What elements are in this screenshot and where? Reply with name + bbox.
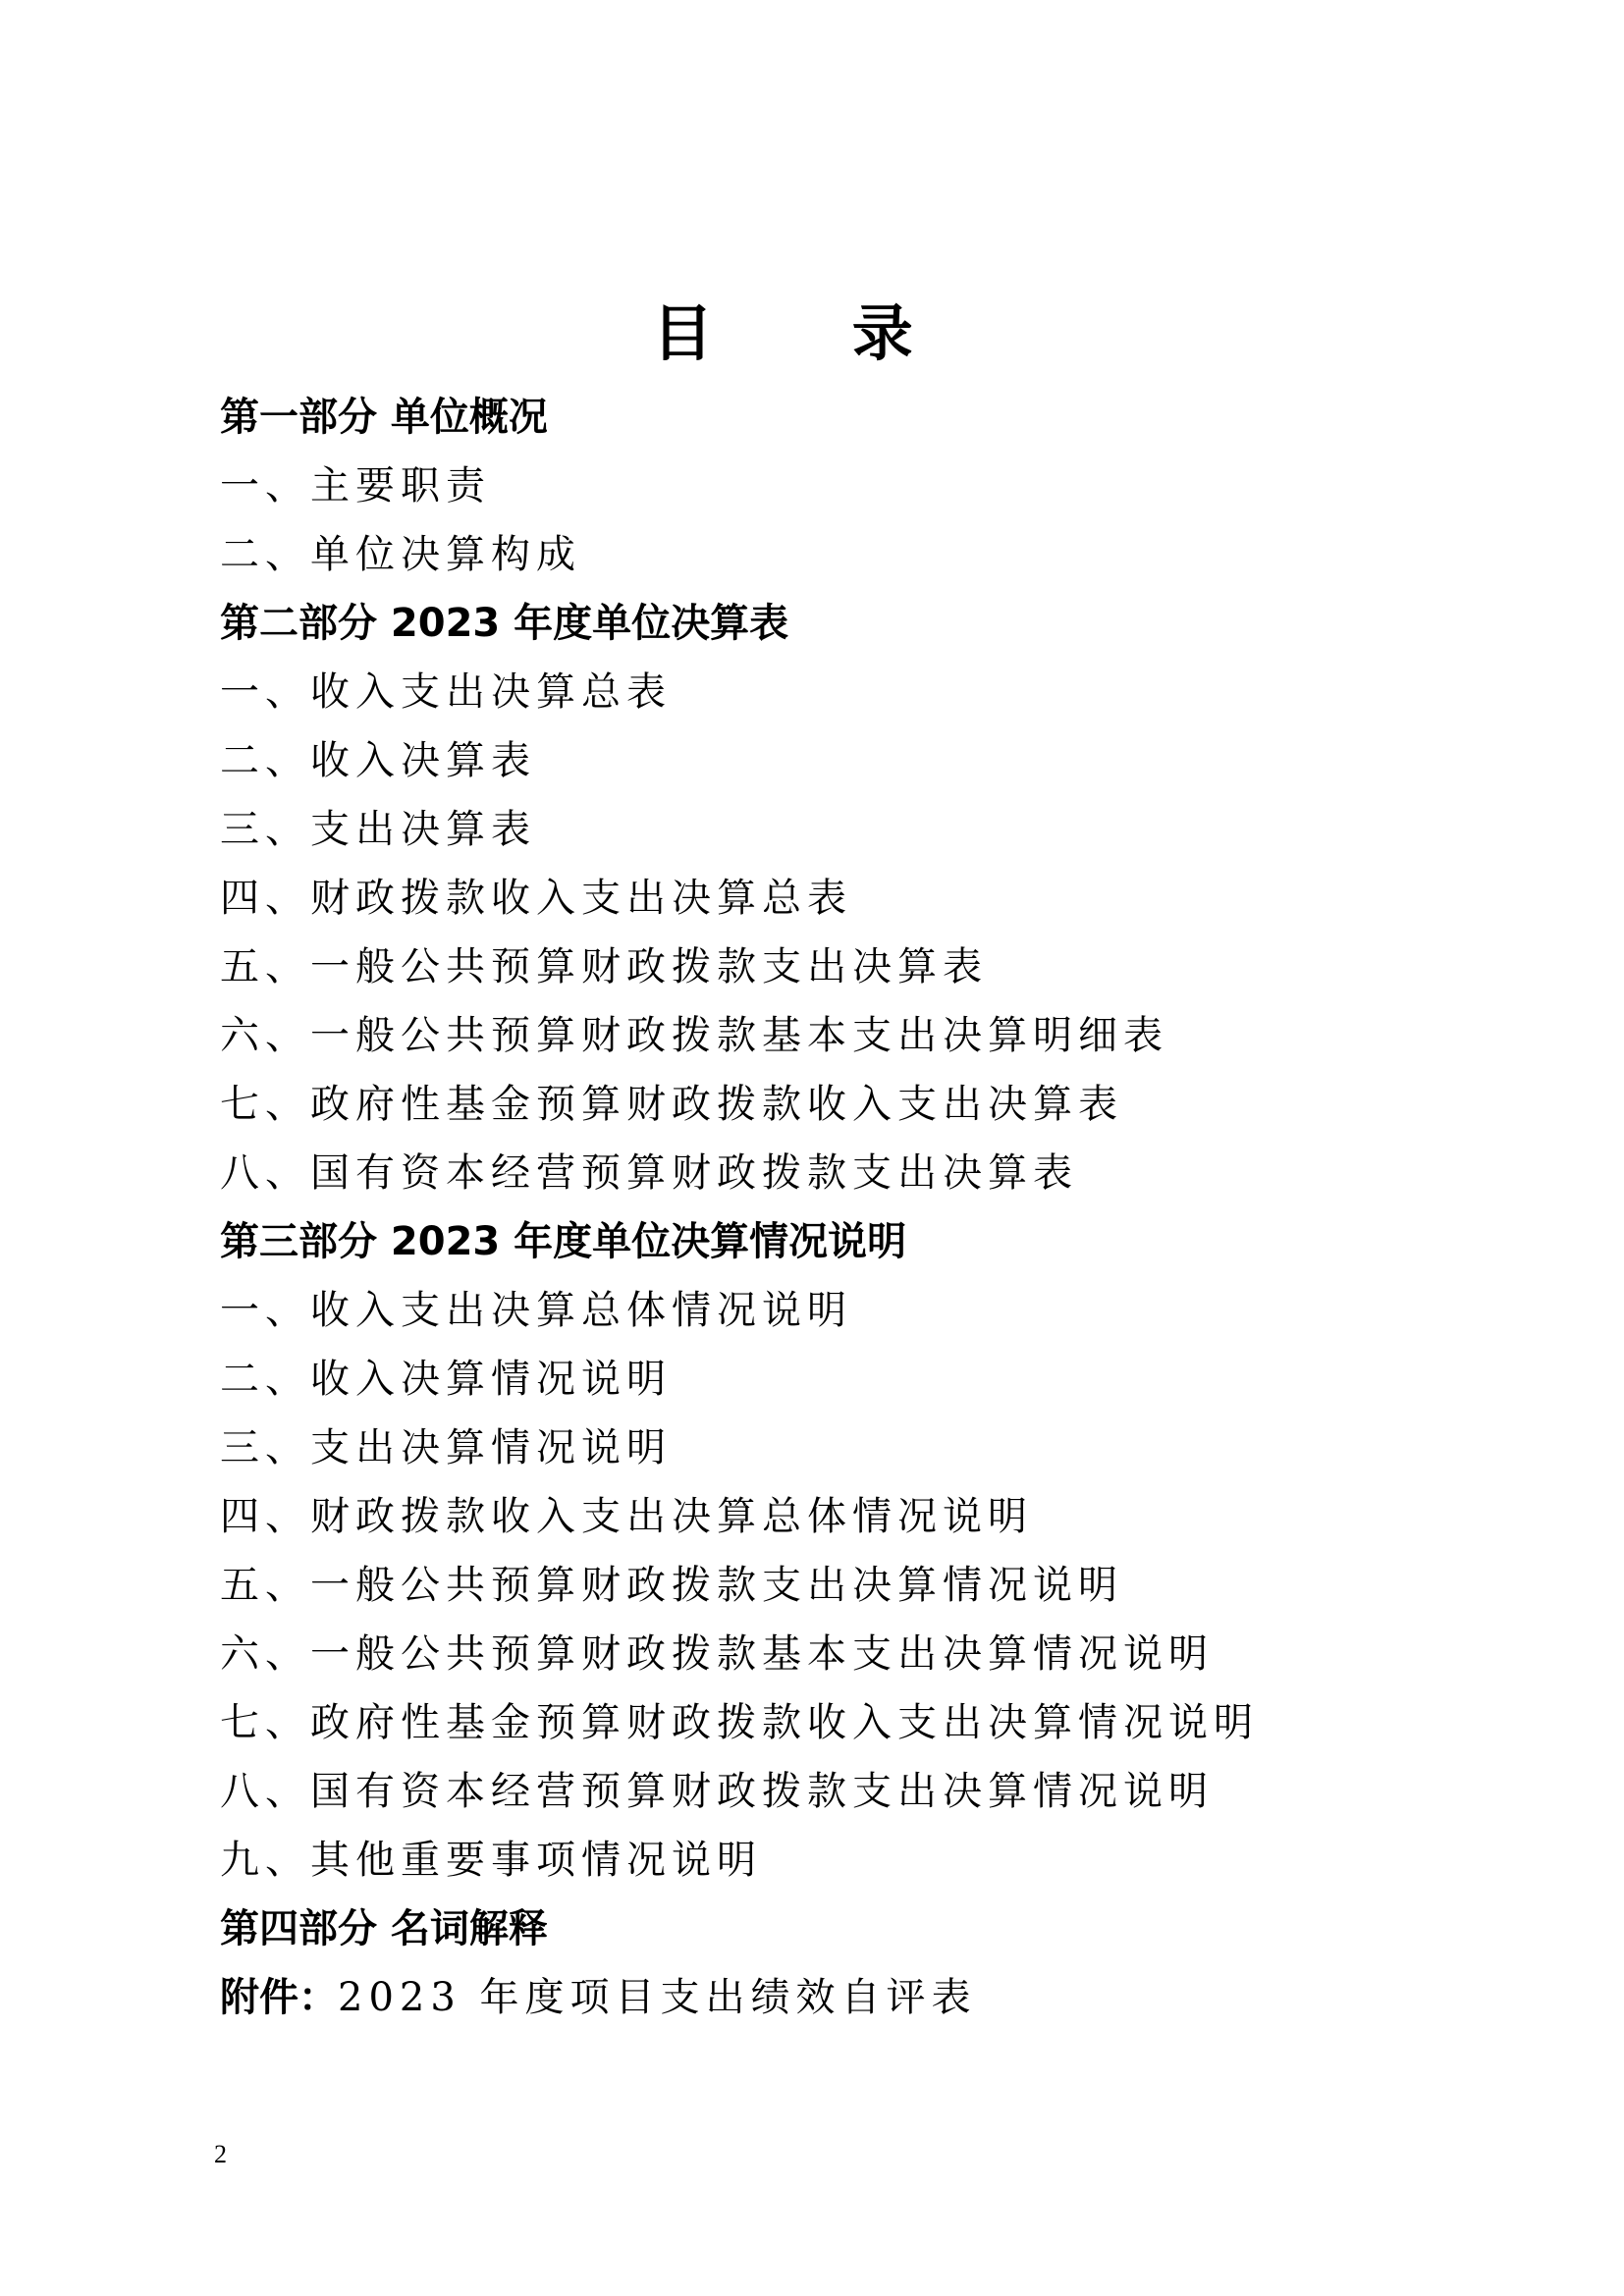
toc-item: 四、财政拨款收入支出决算总体情况说明 bbox=[220, 1494, 1033, 1539]
toc-item: 五、一般公共预算财政拨款支出决算情况说明 bbox=[220, 1563, 1123, 1608]
appendix-text: 2023 年度项目支出绩效自评表 bbox=[338, 1975, 977, 2020]
toc-item: 一、收入支出决算总体情况说明 bbox=[220, 1288, 852, 1333]
toc-part-3: 第三部分 2023 年度单位决算情况说明 bbox=[220, 1219, 907, 1264]
toc-item: 三、支出决算情况说明 bbox=[220, 1425, 672, 1470]
toc-part-1: 第一部分 单位概况 bbox=[220, 395, 548, 440]
toc-item: 七、政府性基金预算财政拨款收入支出决算表 bbox=[220, 1082, 1123, 1127]
toc-item: 二、收入决算表 bbox=[220, 738, 536, 783]
toc-appendix bbox=[220, 1963, 1447, 2032]
toc-item: 八、国有资本经营预算财政拨款支出决算表 bbox=[220, 1150, 1078, 1196]
page-title: 目 录 bbox=[652, 297, 972, 369]
toc-item: 七、政府性基金预算财政拨款收入支出决算情况说明 bbox=[220, 1700, 1259, 1745]
page-number: 2 bbox=[214, 2140, 227, 2168]
toc-item: 二、单位决算构成 bbox=[220, 532, 581, 577]
toc-item: 一、收入支出决算总表 bbox=[220, 669, 672, 715]
toc-item: 六、一般公共预算财政拨款基本支出决算明细表 bbox=[220, 1013, 1168, 1058]
toc-item: 八、国有资本经营预算财政拨款支出决算情况说明 bbox=[220, 1769, 1214, 1814]
toc-item: 五、一般公共预算财政拨款支出决算表 bbox=[220, 944, 988, 989]
appendix-label: 附件： bbox=[220, 1975, 338, 2020]
toc-item: 六、一般公共预算财政拨款基本支出决算情况说明 bbox=[220, 1631, 1214, 1677]
toc-item: 四、财政拨款收入支出决算总表 bbox=[220, 876, 852, 921]
toc-part-4: 第四部分 名词解释 bbox=[220, 1906, 548, 1951]
table-of-contents bbox=[220, 383, 1447, 2032]
toc-part-2: 第二部分 2023 年度单位决算表 bbox=[220, 601, 789, 646]
toc-item: 九、其他重要事项情况说明 bbox=[220, 1838, 762, 1883]
toc-item: 三、支出决算表 bbox=[220, 807, 536, 852]
toc-item: 一、主要职责 bbox=[220, 463, 491, 508]
toc-item: 二、收入决算情况说明 bbox=[220, 1357, 672, 1402]
